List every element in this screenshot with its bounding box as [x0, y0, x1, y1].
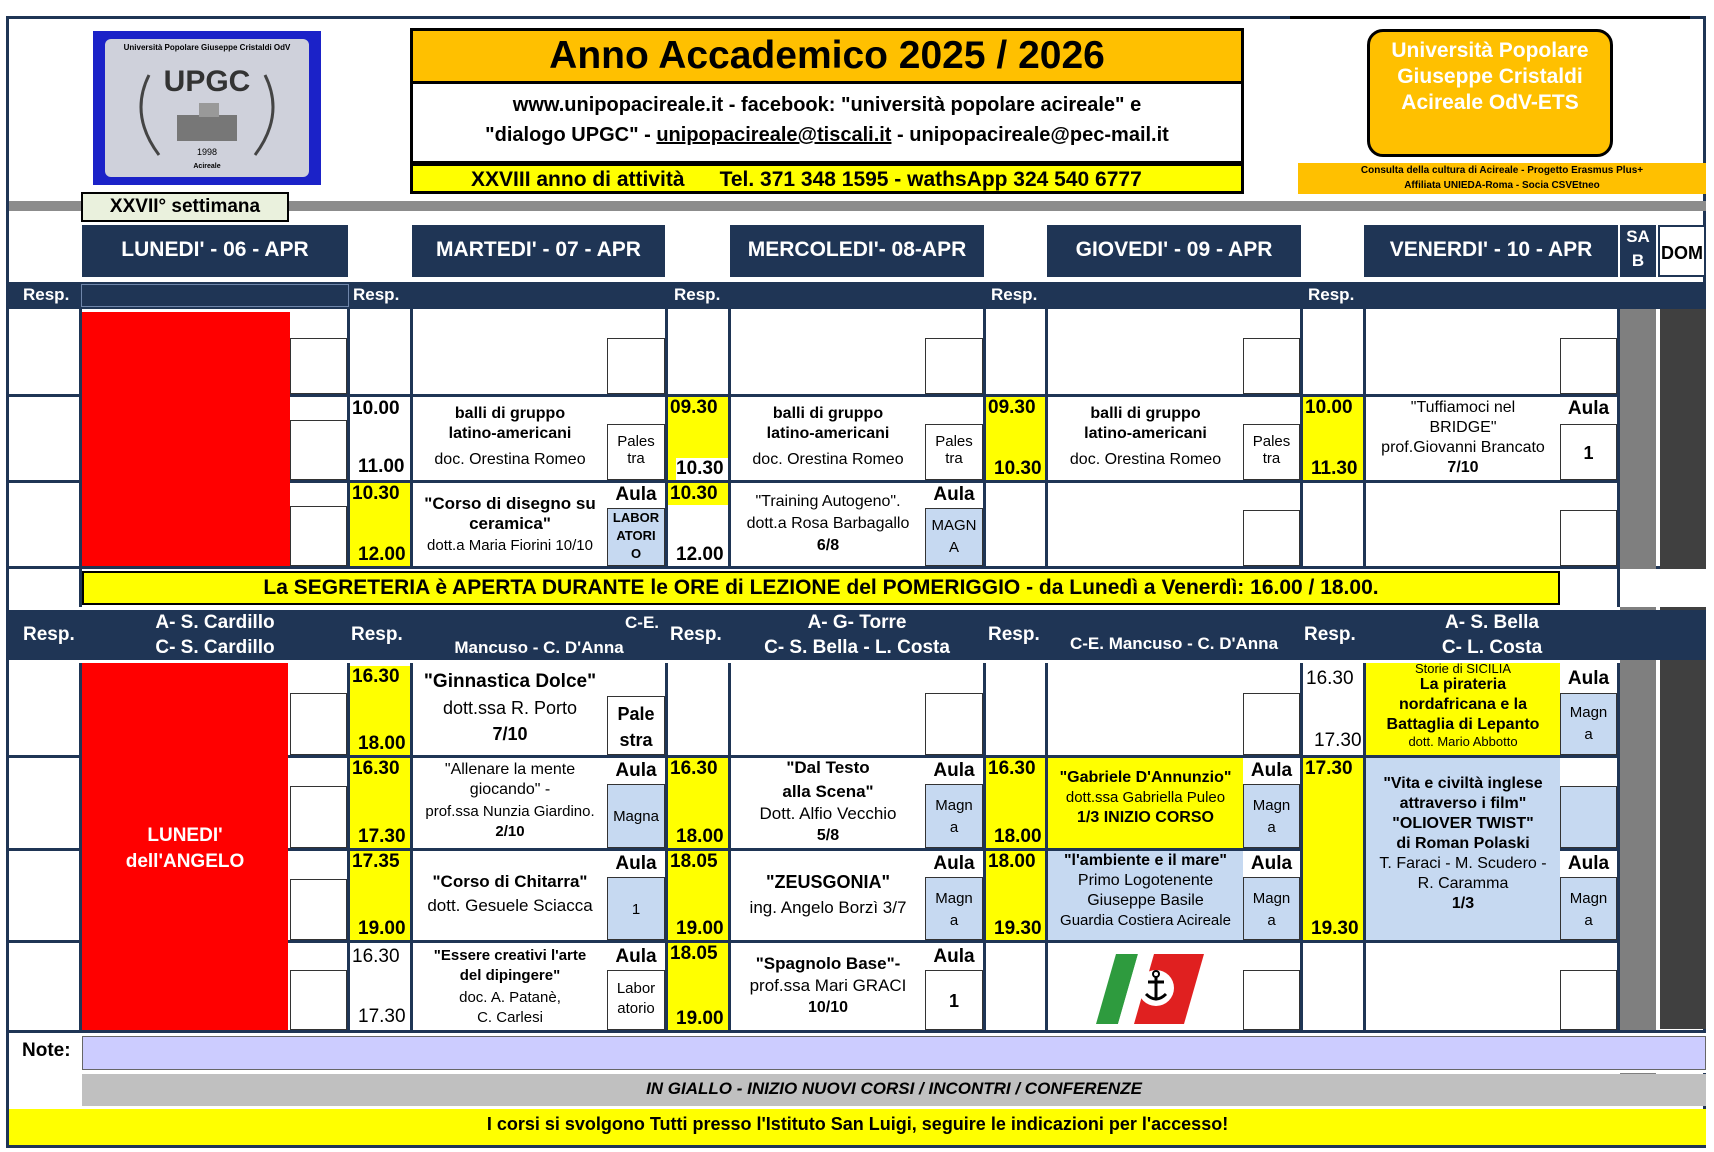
start-time: 09.30 — [988, 397, 1036, 418]
holiday-l2: dell'ANGELO — [125, 851, 245, 872]
room-box — [290, 420, 347, 480]
start-time: 10.30 — [668, 483, 728, 505]
room-box — [1243, 338, 1300, 394]
course-title: "Corso di Chitarra" — [432, 872, 588, 891]
course-teacher: doc. Orestina Romeo — [1069, 451, 1222, 468]
time-highlight — [1303, 758, 1363, 940]
room-l2: a — [1584, 912, 1593, 929]
start-time: 16.30 — [352, 946, 400, 967]
website-line: www.unipopacireale.it - facebook: "università popolare acireale" e — [512, 94, 1142, 116]
room-magna — [925, 508, 983, 566]
start-time: 09.30 — [670, 397, 718, 418]
teacher-l3: Guardia Costiera Acireale — [1060, 912, 1231, 929]
room-box — [290, 693, 347, 755]
dialogo-text: "dialogo UPGC" - — [485, 124, 657, 146]
title-l1: balli di gruppo — [772, 405, 884, 422]
course-title: "Training Autogeno". — [755, 493, 901, 510]
university-badge — [1367, 29, 1613, 157]
course-teacher: prof.Giovanni Brancato — [1381, 439, 1545, 456]
day-header-wednesday: MERCOLEDI'- 08-APR — [730, 225, 984, 277]
room-l2: a — [1584, 726, 1593, 743]
room-l1: Magn — [935, 890, 973, 907]
logo-top-text: Università Popolare Giuseppe Cristaldi OdV — [123, 43, 291, 52]
day-header-saturday — [1620, 225, 1656, 277]
room-number: 1 — [925, 970, 983, 1030]
title-l1: La pirateria — [1419, 676, 1507, 693]
course-teacher: doc. Orestina Romeo — [752, 451, 904, 468]
consulta-info — [1298, 163, 1706, 194]
logo-city: Acireale — [193, 163, 221, 170]
course-teacher: ing. Angelo Borzì 3/7 — [749, 898, 907, 917]
time-highlight — [350, 483, 410, 566]
ups-line-1: Università Popolare — [1391, 39, 1589, 62]
ups-line-2: Giuseppe Cristaldi — [1397, 65, 1583, 88]
room-aula: Aula — [1250, 760, 1293, 781]
room-box — [290, 970, 347, 1030]
course-teacher: Dott. Alfio Vecchio — [759, 804, 897, 823]
resp-c: C- S. Cardillo — [155, 637, 275, 658]
course-teacher: doc. Orestina Romeo — [434, 451, 586, 468]
resp-slot-mon — [81, 284, 349, 307]
course-title: "l'ambiente e il mare" — [1063, 852, 1228, 869]
resp-a: A- S. Cardillo — [155, 612, 275, 633]
end-time: 11.30 — [1311, 458, 1358, 479]
course-title: "Ginnastica Dolce" — [423, 671, 597, 692]
sunday-column — [1660, 309, 1706, 1029]
resp-label: Resp. — [23, 285, 70, 304]
grid-line — [1617, 569, 1620, 607]
time-highlight — [986, 758, 1045, 848]
course-title — [731, 756, 925, 804]
start-time: 16.30 — [670, 758, 718, 779]
time-highlight — [668, 851, 728, 940]
end-time: 17.30 — [358, 826, 406, 847]
course-teachers: T. Faraci - M. Scudero - — [1379, 855, 1547, 872]
title-l2: ceramica" — [469, 514, 551, 533]
room-box — [1243, 510, 1300, 566]
room-l3: O — [630, 546, 642, 561]
course-title — [413, 760, 607, 800]
monday-holiday-afternoon — [82, 663, 288, 1030]
course-title: "Gabriele D'Annunzio" — [1059, 769, 1232, 786]
end-time: 12.00 — [358, 544, 406, 565]
title-l1: "Corso di disegno su — [424, 494, 596, 513]
title-l2: latino-americani — [448, 425, 572, 442]
note-field[interactable] — [82, 1036, 1706, 1070]
title-l2: alla Scena" — [782, 782, 874, 801]
day-header-sunday: DOM — [1658, 225, 1706, 277]
lunedi-angelo — [82, 823, 288, 875]
course-title — [1048, 404, 1243, 444]
room-l1: Magn — [935, 797, 973, 814]
room-lab — [607, 508, 665, 566]
resp-label-thu: Resp. — [991, 285, 1038, 304]
email-link[interactable]: unipopacireale@tiscali.it — [656, 124, 892, 146]
room-magna — [1243, 784, 1300, 848]
header-rule — [1290, 16, 1690, 19]
course-dates: 1/3 INIZIO CORSO — [1077, 809, 1214, 826]
course-lepanto — [1366, 663, 1560, 755]
resp-label-tue: Resp. — [353, 285, 400, 304]
time-highlight — [668, 758, 728, 848]
end-time: 19.00 — [676, 1008, 724, 1029]
title-l1: "Essere creativi l'arte — [433, 947, 587, 964]
course-series: Storie di SICILIA — [1414, 663, 1512, 676]
day-header-tuesday: MARTEDI' - 07 - APR — [412, 225, 665, 277]
start-time: 18.00 — [988, 851, 1036, 872]
room-number: 1 — [1560, 424, 1617, 480]
course-dates: 10/10 — [807, 999, 849, 1016]
phone-line — [410, 163, 1244, 194]
room-aula: Aula — [933, 760, 975, 781]
room-aula: Aula — [615, 760, 657, 781]
location-notice: I corsi si svolgono Tutti presso l'Istituto San Luigi, seguire le indicazioni per l'accesso! — [9, 1109, 1706, 1145]
affiliata-line: Affiliata UNIEDA-Roma - Socia CSVEtneo — [1404, 180, 1600, 191]
room-aula: Aula — [615, 484, 657, 505]
room-l1: Magn — [1252, 890, 1291, 907]
room-aula: Aula — [933, 853, 975, 874]
holiday-l1: LUNEDI' — [147, 825, 223, 846]
end-time: 10.30 — [994, 458, 1042, 479]
academic-year-title: Anno Accademico 2025 / 2026 — [410, 28, 1244, 84]
room-l2: a — [949, 819, 959, 836]
room-l1: Labor — [616, 980, 656, 997]
time-highlight — [986, 851, 1045, 940]
title-l2: giocando" - — [469, 781, 551, 798]
start-time: 18.05 — [670, 943, 718, 964]
title-l1: "Allenare la mente — [444, 761, 576, 778]
room-l2: tra — [1262, 450, 1281, 467]
room-magna — [1560, 693, 1617, 755]
room-label — [925, 424, 983, 480]
course-oliver-twist — [1366, 758, 1560, 940]
course-dannunzio — [1048, 758, 1243, 848]
phone-numbers: Tel. 371 348 1595 - wathsApp 324 540 6777 — [719, 168, 1142, 191]
pec-email: - unipopacireale@pec-mail.it — [891, 124, 1169, 146]
course-teacher — [413, 988, 607, 1028]
logo-inner — [105, 39, 309, 177]
start-time: 17.30 — [1305, 758, 1353, 779]
time-highlight — [350, 666, 410, 755]
room-box — [1560, 786, 1617, 848]
resp-label-fri: Resp. — [1304, 624, 1356, 645]
room-l2: A — [948, 539, 959, 556]
note-label: Note: — [22, 1040, 71, 1061]
start-time: 10.00 — [352, 398, 400, 419]
ups-line-3: Acireale OdV-ETS — [1401, 91, 1579, 114]
resp-c: C- S. Bella - L. Costa — [764, 637, 950, 658]
sat-b: B — [1631, 251, 1645, 270]
day-header-thursday: GIOVEDI' - 09 - APR — [1047, 225, 1301, 277]
logo-year: 1998 — [196, 147, 218, 157]
title-l1: "Dal Testo — [786, 758, 870, 777]
title-l1: "Vita e civiltà inglese — [1383, 775, 1543, 792]
end-time: 11.00 — [358, 456, 405, 477]
room-box — [290, 338, 347, 394]
room-magna — [1560, 877, 1617, 940]
room-l1: Pales — [935, 433, 973, 450]
room-l2: a — [1267, 819, 1276, 836]
legend-yellow: IN GIALLO - INIZIO NUOVI CORSI / INCONTRI / CONFERENZE — [82, 1074, 1706, 1106]
saturday-column — [1620, 309, 1656, 1084]
resp-tuesday — [413, 610, 665, 660]
end-time: 19.00 — [676, 918, 724, 939]
resp-ce: C-E. — [625, 613, 659, 632]
room-l1: Pale — [617, 704, 655, 724]
room-l1: MAGN — [931, 517, 977, 534]
room-l2: ATORI — [616, 528, 656, 543]
teacher-l1: doc. A. Patanè, — [459, 989, 561, 1006]
time-slot — [668, 483, 728, 566]
start-time: 10.00 — [1305, 397, 1353, 418]
time-highlight — [986, 397, 1045, 480]
teacher-l2: C. Carlesi — [477, 1009, 543, 1026]
end-time: 17.30 — [358, 1006, 406, 1027]
course-title: "ZEUSGONIA" — [765, 872, 891, 892]
start-time: 17.35 — [352, 851, 400, 872]
room-box — [1560, 970, 1617, 1030]
room-aula: Aula — [1567, 853, 1610, 874]
room-magna — [925, 877, 983, 940]
title-l2: attraverso i film" — [1399, 795, 1527, 812]
resp-monday — [82, 610, 348, 660]
room-l1: Pales — [617, 433, 655, 450]
room-l1: LABOR — [612, 510, 660, 525]
room-label — [607, 424, 665, 480]
room-l1: Magn — [1252, 797, 1291, 814]
start-time: 16.30 — [352, 758, 400, 779]
end-time: 18.00 — [676, 826, 724, 847]
resp-label-wed: Resp. — [670, 624, 722, 645]
course-title — [413, 404, 607, 444]
resp-a: A- G- Torre — [807, 612, 907, 633]
room-magna: Magna — [607, 784, 665, 848]
room-label — [607, 696, 665, 755]
room-lab — [607, 970, 665, 1030]
resp-label-thu: Resp. — [988, 624, 1040, 645]
room-number: 1 — [607, 877, 665, 940]
time-highlight — [668, 397, 728, 480]
start-time: 18.05 — [670, 851, 718, 872]
course-title — [413, 946, 607, 986]
room-box — [607, 338, 665, 394]
title-l3: Battaglia di Lepanto — [1386, 716, 1540, 733]
title-l4: di Roman Polaski — [1396, 835, 1530, 852]
day-header-monday: LUNEDI' - 06 - APR — [82, 225, 348, 277]
course-title — [1366, 398, 1560, 438]
room-box — [1560, 338, 1617, 394]
end-time: 19.30 — [1311, 918, 1359, 939]
course-dates: 7/10 — [1447, 459, 1479, 476]
contacts-box — [410, 84, 1244, 164]
course-teachers-2: R. Caramma — [1417, 875, 1509, 892]
time-highlight — [350, 758, 410, 848]
resp-thursday: C-E. Mancuso - C. D'Anna — [1069, 634, 1279, 653]
time-highlight — [668, 943, 728, 1030]
room-aula: Aula — [1250, 853, 1293, 874]
title-l2: nordafricana e la — [1398, 696, 1528, 713]
course-title — [413, 494, 607, 534]
room-l1: Magn — [1569, 890, 1608, 907]
end-time: 12.00 — [676, 544, 724, 565]
course-teacher: dott.a Rosa Barbagallo — [746, 515, 910, 532]
email-line — [413, 120, 1241, 150]
course-dates: 5/8 — [816, 827, 840, 844]
room-label — [1243, 424, 1300, 480]
course-title: "Spagnolo Base"- — [755, 954, 901, 973]
title-l3: "OLIOVER TWIST" — [1392, 815, 1534, 832]
course-ambiente-mare — [1048, 851, 1243, 940]
course-title — [731, 404, 925, 444]
room-l2: tra — [945, 450, 963, 467]
time-highlight — [1303, 397, 1363, 480]
course-dates: 6/8 — [816, 537, 840, 554]
room-aula: Aula — [933, 946, 975, 967]
room-l2: a — [1267, 912, 1276, 929]
start-time: 16.30 — [1306, 668, 1354, 689]
title-l1: balli di gruppo — [454, 405, 566, 422]
room-l1: Pales — [1252, 433, 1291, 450]
resp-a: A- S. Bella — [1445, 612, 1539, 633]
room-box — [925, 693, 983, 755]
week-label: XXVII° settimana — [81, 192, 289, 222]
room-aula: Aula — [1567, 668, 1610, 689]
course-teacher: dott.ssa R. Porto — [442, 698, 578, 718]
course-teacher: dott. Gesuele Sciacca — [427, 896, 593, 915]
room-l2: tra — [627, 450, 645, 467]
course-teacher: prof.ssa Nunzia Giardino. — [425, 803, 595, 820]
start-time: 10.30 — [352, 483, 400, 504]
segreteria-notice: La SEGRETERIA è APERTA DURANTE le ORE di LEZIONE del POMERIGGIO - da Lunedì a Venerdì: 16.00 / 18.00. — [82, 571, 1560, 605]
course-teacher: dott.ssa Gabriella Puleo — [1065, 789, 1226, 806]
logo-text: UPGC — [163, 65, 251, 98]
room-aula: Aula — [615, 946, 657, 967]
room-box — [290, 786, 347, 848]
title-l2: latino-americani — [766, 425, 890, 442]
room-l2: atorio — [617, 1000, 655, 1017]
title-l1: balli di gruppo — [1090, 405, 1201, 422]
teacher-l2: Giuseppe Basile — [1087, 892, 1204, 909]
room-aula: Aula — [615, 853, 657, 874]
room-l1: Magn — [1569, 704, 1608, 721]
upgc-logo — [93, 31, 321, 185]
resp-label-wed: Resp. — [674, 285, 721, 304]
time-highlight — [350, 851, 410, 940]
title-l1: "Tuffiamoci nel — [1410, 399, 1516, 416]
resp-wednesday — [731, 610, 983, 660]
room-box — [925, 338, 983, 394]
room-magna — [1243, 877, 1300, 940]
room-box — [1243, 970, 1300, 1030]
course-teacher: dott.a Maria Fiorini 10/10 — [427, 537, 593, 554]
course-teacher: dott. Mario Abbotto — [1408, 734, 1518, 749]
room-box — [1243, 693, 1300, 755]
resp-label: Resp. — [23, 624, 75, 645]
start-time: 16.30 — [352, 666, 400, 687]
course-teacher: prof.ssa Mari GRACI — [749, 976, 907, 995]
room-aula: Aula — [933, 484, 975, 505]
course-dates: 7/10 — [492, 724, 528, 744]
room-l2: a — [949, 912, 959, 929]
anno-attivita: XXVIII anno di attività — [471, 168, 685, 191]
monday-holiday-morning — [82, 312, 290, 566]
resp-friday — [1366, 610, 1618, 660]
end-time: 18.00 — [994, 826, 1042, 847]
title-l2: latino-americani — [1084, 425, 1207, 442]
resp-label-tue: Resp. — [351, 624, 403, 645]
start-time: 16.30 — [988, 758, 1036, 779]
room-aula: Aula — [1567, 398, 1610, 419]
resp-label-fri: Resp. — [1308, 285, 1355, 304]
consulta-line: Consulta della cultura di Acireale - Progetto Erasmus Plus+ — [1360, 165, 1644, 176]
end-time: 18.00 — [358, 733, 406, 754]
coast-guard-emblem-icon — [1090, 952, 1206, 1026]
end-time: 10.30 — [676, 458, 728, 480]
end-time: 17.30 — [1314, 730, 1362, 751]
sat-a: SA — [1626, 227, 1650, 246]
title-l2: del dipingere" — [459, 967, 561, 984]
end-time: 19.00 — [358, 918, 406, 939]
course-dates: 1/3 — [1451, 895, 1475, 912]
end-time: 19.30 — [994, 918, 1042, 939]
room-box — [290, 879, 347, 940]
title-l2: BRIDGE" — [1429, 419, 1497, 436]
room-box — [290, 506, 347, 566]
day-header-friday: VENERDI' - 10 - APR — [1364, 225, 1618, 277]
course-dates: 2/10 — [495, 823, 525, 840]
room-l2: stra — [619, 730, 653, 750]
room-box — [1560, 510, 1617, 566]
resp-c: C- L. Costa — [1441, 637, 1543, 658]
room-magna — [925, 784, 983, 848]
teacher-l1: Primo Logotenente — [1077, 872, 1214, 889]
resp-mancuso: Mancuso - C. D'Anna — [454, 638, 624, 657]
